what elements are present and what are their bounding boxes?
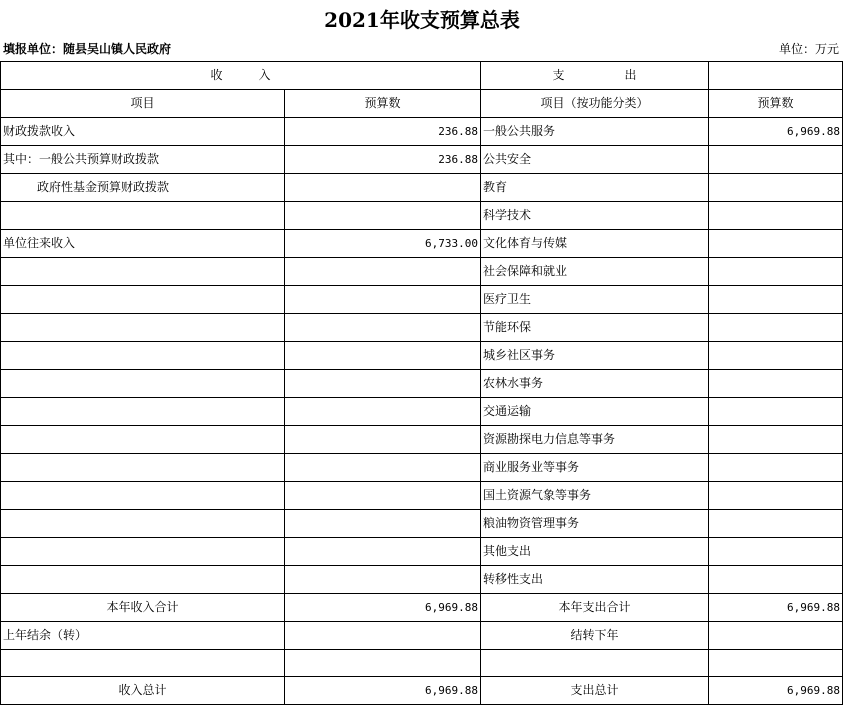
table-row [1,454,843,482]
carryover-in-amount [285,622,481,650]
reporting-unit: 填报单位：随县吴山镇人民政府 [3,42,172,56]
income-amount-cell [285,566,481,594]
budget-table [0,61,843,705]
expense-amount-cell: 6,969.88 [709,118,843,146]
expense-amount-cell [709,342,843,370]
expense-item-cell: 转移性支出 [481,566,709,594]
table-row [1,342,843,370]
income-grand-total-amount: 6,969.88 [285,677,481,705]
income-amount-cell [285,426,481,454]
income-amount-cell [285,258,481,286]
expense-amount-header: 预算数 [709,90,843,118]
expense-section-blank [709,62,843,90]
income-amount-cell [285,398,481,426]
table-row [1,398,843,426]
income-item-cell [1,258,285,286]
expense-item-cell: 农林水事务 [481,370,709,398]
blank-cell [1,650,285,677]
table-row [1,538,843,566]
expense-item-cell: 科学技术 [481,202,709,230]
income-item-cell [1,314,285,342]
table-row [1,146,843,174]
income-amount-cell [285,370,481,398]
income-item-cell [1,286,285,314]
income-item-cell [1,398,285,426]
income-item-cell: 单位往来收入 [1,230,285,258]
income-amount-cell [285,510,481,538]
expense-amount-cell [709,426,843,454]
income-item-cell [1,482,285,510]
income-item-cell [1,510,285,538]
table-row [1,202,843,230]
expense-item-cell: 商业服务业等事务 [481,454,709,482]
expense-amount-cell [709,454,843,482]
expense-item-cell: 交通运输 [481,398,709,426]
income-item-header: 项目 [1,90,285,118]
budget-table-totals [1,594,843,705]
budget-table-body [1,62,843,594]
income-amount-cell: 236.88 [285,146,481,174]
expense-amount-cell [709,370,843,398]
income-section-header: 收 入 [1,62,481,90]
expense-item-cell: 节能环保 [481,314,709,342]
table-row [1,314,843,342]
table-row [1,118,843,146]
expense-year-total-amount: 6,969.88 [709,594,843,622]
expense-item-cell: 城乡社区事务 [481,342,709,370]
income-amount-cell: 236.88 [285,118,481,146]
table-row [1,286,843,314]
table-row [1,426,843,454]
page-title: 2021年收支预算总表 [324,8,520,32]
income-amount-cell: 6,733.00 [285,230,481,258]
income-item-cell [1,454,285,482]
income-amount-cell [285,174,481,202]
year-total-row [1,594,843,622]
expense-item-header: 项目（按功能分类） [481,90,709,118]
expense-amount-cell [709,146,843,174]
carryover-out-label: 结转下年 [481,622,709,650]
income-item-cell [1,202,285,230]
blank-row [1,650,843,677]
income-amount-header: 预算数 [285,90,481,118]
expense-amount-cell [709,398,843,426]
expense-amount-cell [709,482,843,510]
expense-item-cell: 文化体育与传媒 [481,230,709,258]
expense-item-cell: 教育 [481,174,709,202]
table-row [1,230,843,258]
expense-item-cell: 公共安全 [481,146,709,174]
table-row [1,510,843,538]
income-amount-cell [285,342,481,370]
expense-section-header: 支 出 [481,62,709,90]
expense-amount-cell [709,538,843,566]
income-item-cell [1,566,285,594]
expense-amount-cell [709,202,843,230]
income-item-cell [1,342,285,370]
expense-item-cell: 社会保障和就业 [481,258,709,286]
income-item-cell: 财政拨款收入 [1,118,285,146]
expense-amount-cell [709,230,843,258]
income-amount-cell [285,202,481,230]
table-row [1,370,843,398]
income-amount-cell [285,314,481,342]
table-row [1,258,843,286]
currency-unit: 单位：万元 [778,42,839,56]
table-row [1,482,843,510]
carryover-out-amount [709,622,843,650]
income-item-cell [1,426,285,454]
expense-item-cell: 医疗卫生 [481,286,709,314]
blank-cell [285,650,481,677]
income-amount-cell [285,286,481,314]
column-header-row [1,90,843,118]
carryover-in-label: 上年结余（转） [1,622,285,650]
income-amount-cell [285,482,481,510]
income-year-total-amount: 6,969.88 [285,594,481,622]
expense-item-cell: 一般公共服务 [481,118,709,146]
income-amount-cell [285,454,481,482]
expense-item-cell: 国土资源气象等事务 [481,482,709,510]
expense-grand-total-label: 支出总计 [481,677,709,705]
expense-amount-cell [709,510,843,538]
expense-grand-total-amount: 6,969.88 [709,677,843,705]
blank-cell [709,650,843,677]
grand-total-row [1,677,843,705]
expense-amount-cell [709,258,843,286]
income-item-cell [1,370,285,398]
expense-amount-cell [709,314,843,342]
income-item-cell: 政府性基金预算财政拨款 [1,174,285,202]
table-row [1,566,843,594]
income-grand-total-label: 收入总计 [1,677,285,705]
expense-year-total-label: 本年支出合计 [481,594,709,622]
income-item-cell: 其中：一般公共预算财政拨款 [1,146,285,174]
expense-item-cell: 资源勘探电力信息等事务 [481,426,709,454]
expense-amount-cell [709,174,843,202]
expense-amount-cell [709,566,843,594]
expense-amount-cell [709,286,843,314]
blank-cell [481,650,709,677]
section-header-row [1,62,843,90]
income-item-cell [1,538,285,566]
income-amount-cell [285,538,481,566]
table-row [1,174,843,202]
carryover-row [1,622,843,650]
expense-item-cell: 粮油物资管理事务 [481,510,709,538]
income-year-total-label: 本年收入合计 [1,594,285,622]
expense-item-cell: 其他支出 [481,538,709,566]
